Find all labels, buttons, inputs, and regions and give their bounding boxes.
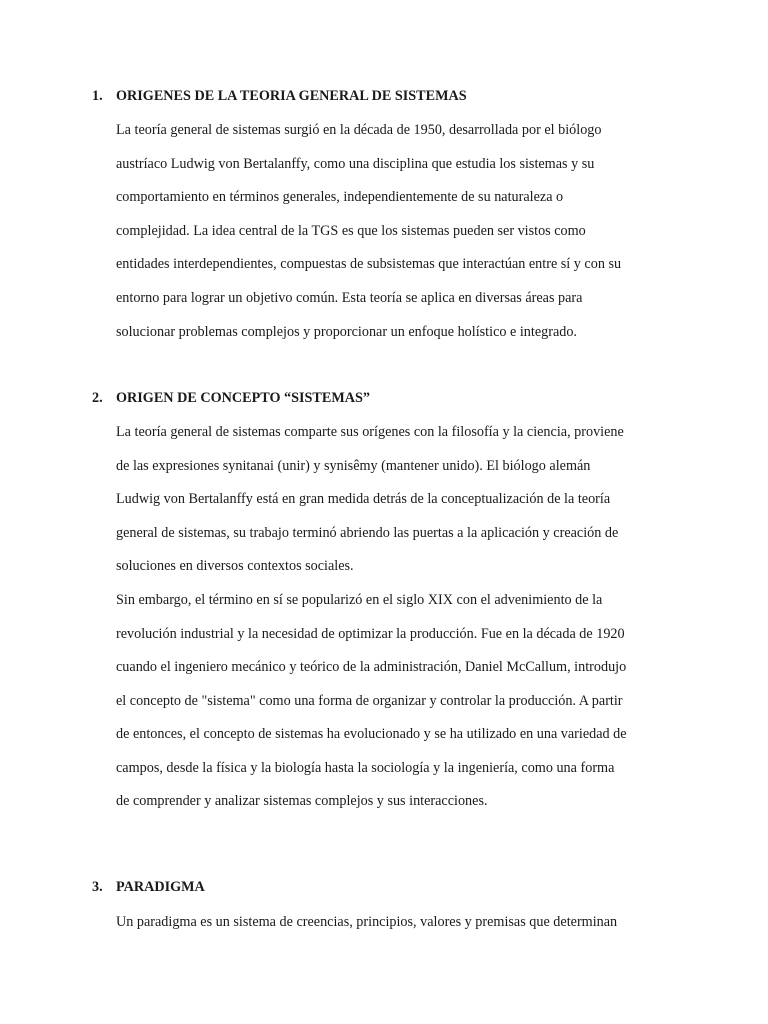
- section-2-line: de las expresiones synitanai (unir) y synisêmy (mantener unido). El biólogo alemán: [116, 458, 591, 474]
- section-2-title: ORIGEN DE CONCEPTO “SISTEMAS”: [116, 390, 370, 406]
- section-2-line: el concepto de "sistema" como una forma de organizar y controlar la producción. A partir: [116, 693, 623, 709]
- section-2-line: La teoría general de sistemas comparte sus orígenes con la filosofía y la ciencia, proviene: [116, 424, 624, 440]
- section-2-line: de entonces, el concepto de sistemas ha evolucionado y se ha utilizado en una variedad de: [116, 726, 627, 742]
- section-2-line: revolución industrial y la necesidad de optimizar la producción. Fue en la década de 1920: [116, 626, 625, 642]
- section-2-line: Sin embargo, el término en sí se popularizó en el siglo XIX con el advenimiento de la: [116, 592, 603, 608]
- section-1-heading: [92, 88, 467, 105]
- section-2-line: cuando el ingeniero mecánico y teórico de la administración, Daniel McCallum, introdujo: [116, 659, 627, 675]
- section-1-number: 1.: [92, 88, 103, 104]
- section-2-line: Ludwig von Bertalanffy está en gran medida detrás de la conceptualización de la teoría: [116, 491, 611, 507]
- section-1-line: complejidad. La idea central de la TGS es que los sistemas pueden ser vistos como: [116, 223, 586, 239]
- section-1-line: austríaco Ludwig von Bertalanffy, como una disciplina que estudia los sistemas y su: [116, 156, 595, 172]
- section-2-line: soluciones en diversos contextos sociales.: [116, 558, 354, 574]
- section-2-number: 2.: [92, 390, 103, 406]
- section-1-line: comportamiento en términos generales, independientemente de su naturaleza o: [116, 189, 564, 205]
- section-1-line: La teoría general de sistemas surgió en la década de 1950, desarrollada por el biólogo: [116, 122, 602, 138]
- section-1-line: entidades interdependientes, compuestas de subsistemas que interactúan entre sí y con su: [116, 256, 622, 272]
- section-3-line: Un paradigma es un sistema de creencias, principios, valores y premisas que determinan: [116, 914, 618, 930]
- section-1-line: solucionar problemas complejos y proporcionar un enfoque holístico e integrado.: [116, 324, 577, 340]
- section-2-heading: [92, 390, 370, 407]
- section-3-title: PARADIGMA: [116, 879, 205, 895]
- section-2-line: general de sistemas, su trabajo terminó abriendo las puertas a la aplicación y creación de: [116, 525, 619, 541]
- section-3-heading: [92, 879, 205, 896]
- section-2-line: de comprender y analizar sistemas complejos y sus interacciones.: [116, 793, 488, 809]
- section-1-line: entorno para lograr un objetivo común. Esta teoría se aplica en diversas áreas para: [116, 290, 583, 306]
- section-3-number: 3.: [92, 879, 103, 895]
- section-2-line: campos, desde la física y la biología hasta la sociología y la ingeniería, como una forma: [116, 760, 615, 776]
- section-1-title: ORIGENES DE LA TEORIA GENERAL DE SISTEMAS: [116, 88, 467, 104]
